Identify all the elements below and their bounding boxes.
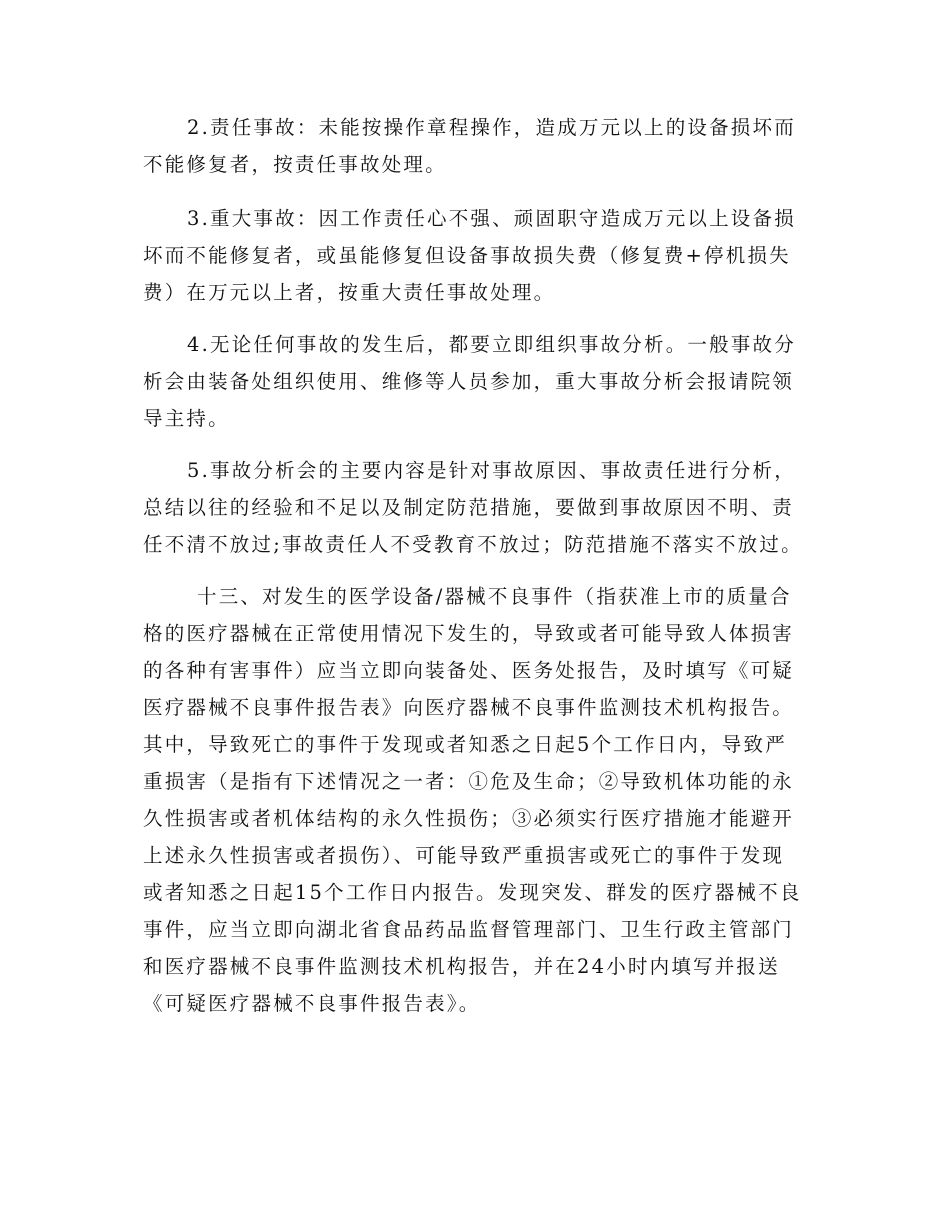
text-line: 上述永久性损害或者损伤）、可能导致严重损害或死亡的事件于发现 [143,844,785,867]
text-line: 3.重大事故：因工作责任心不强、顽固职守造成万元以上设备损 [187,207,796,230]
paragraph-liability-accident [143,109,813,183]
paragraph-major-accident [143,200,813,311]
text-line: 总结以往的经验和不足以及制定防范措施，要做到事故原因不明、责 [143,496,795,519]
text-line: 医疗器械不良事件报告表》向医疗器械不良事件监测技术机构报告。 [143,696,795,719]
text-line: 不能修复者，按责任事故处理。 [143,153,447,176]
text-line: 2.责任事故：未能按操作章程操作，造成万元以上的设备损坏而 [187,116,796,139]
paragraph-accident-analysis [143,326,813,437]
text-line: 或者知悉之日起15个工作日内报告。发现突发、群发的医疗器械不良 [143,881,802,904]
text-line: 导主持。 [143,407,230,430]
text-line: 格的医疗器械在正常使用情况下发生的，导致或者可能导致人体损害 [143,622,795,645]
paragraph-adverse-events [143,578,813,1022]
text-line: 十三、对发生的医学设备/器械不良事件（指获准上市的质量合 [197,585,792,608]
text-line: 和医疗器械不良事件监测技术机构报告，并在24小时内填写并报送 [143,955,780,978]
text-line: 任不清不放过;事故责任人不受教育不放过；防范措施不落实不放过。 [143,533,803,556]
text-line: 析会由装备处组织使用、维修等人员参加，重大事故分析会报请院领 [143,370,795,393]
text-line: 5.事故分析会的主要内容是针对事故原因、事故责任进行分析， [187,459,796,482]
text-line: 坏而不能修复者，或虽能修复但设备事故损失费（修复费+停机损失 [143,244,791,267]
text-line: 其中，导致死亡的事件于发现或者知悉之日起5个工作日内，导致严 [143,733,787,756]
text-line: 久性损害或者机体结构的永久性损伤；③必须实行医疗措施才能避开 [143,807,795,830]
text-line: 事件，应当立即向湖北省食品药品监督管理部门、卫生行政主管部门 [143,918,795,941]
text-line: 费）在万元以上者，按重大责任事故处理。 [143,281,556,304]
text-line: 《可疑医疗器械不良事件报告表》。 [143,992,481,1015]
text-line: 重损害（是指有下述情况之一者：①危及生命；②导致机体功能的永 [143,770,795,793]
text-line: 4.无论任何事故的发生后，都要立即组织事故分析。一般事故分 [187,333,796,356]
paragraph-analysis-content [143,452,813,563]
text-line: 的各种有害事件）应当立即向装备处、医务处报告，及时填写《可疑 [143,659,795,682]
